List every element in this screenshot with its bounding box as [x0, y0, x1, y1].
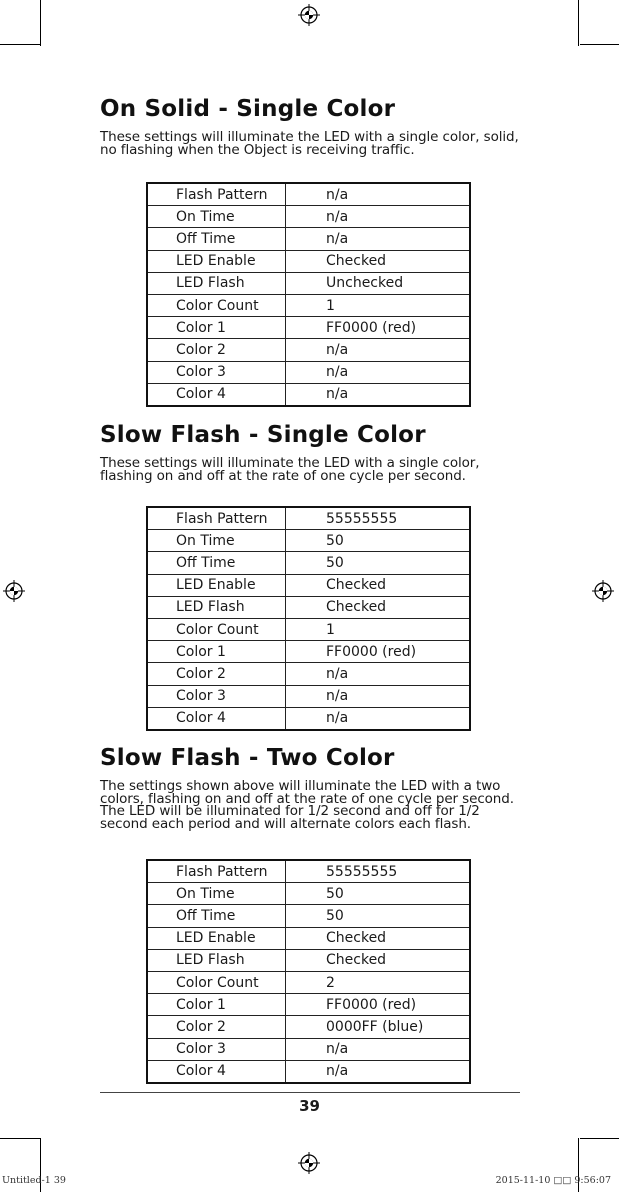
crop-mark	[0, 1138, 40, 1139]
setting-label: LED Flash	[147, 949, 286, 971]
table-row	[147, 272, 470, 294]
setting-value: n/a	[286, 1060, 471, 1083]
setting-label: Flash Pattern	[147, 183, 286, 206]
table-row	[147, 971, 470, 993]
setting-label: Color Count	[147, 618, 286, 640]
setting-value: 50	[286, 530, 471, 552]
table-row	[147, 183, 470, 206]
setting-label: Color 4	[147, 1060, 286, 1083]
setting-value: n/a	[286, 1038, 471, 1060]
page-number: 39	[299, 1097, 320, 1115]
setting-value: 55555555	[286, 507, 471, 530]
setting-value: Checked	[286, 596, 471, 618]
table-row	[147, 530, 470, 552]
registration-mark-icon	[3, 580, 25, 602]
table-row	[147, 949, 470, 971]
table-row	[147, 507, 470, 530]
table-row	[147, 250, 470, 272]
registration-mark-icon	[592, 580, 614, 602]
setting-label: Color 3	[147, 1038, 286, 1060]
table-row	[147, 927, 470, 949]
setting-label: Color 4	[147, 383, 286, 406]
table-row	[147, 1016, 470, 1038]
section-slow-flash-two	[100, 745, 520, 830]
section-description: These settings will illuminate the LED with a single color, flashing on and off at the rate of one cycle per second.	[100, 455, 480, 484]
table-row	[147, 206, 470, 228]
footer-left: Untitled-1 39	[2, 1175, 66, 1186]
setting-label: On Time	[147, 530, 286, 552]
setting-value: 50	[286, 883, 471, 905]
setting-value: n/a	[286, 339, 471, 361]
section-description: These settings will illuminate the LED with a single color, solid, no flashing when the Object is receiving traffic.	[100, 129, 519, 158]
setting-label: Color 1	[147, 641, 286, 663]
table-row	[147, 1060, 470, 1083]
table-row	[147, 317, 470, 339]
setting-label: Color 1	[147, 994, 286, 1016]
setting-value: 55555555	[286, 860, 471, 883]
crop-mark	[0, 44, 40, 45]
registration-mark-icon	[298, 1152, 320, 1174]
table-row	[147, 383, 470, 406]
table-row	[147, 685, 470, 707]
setting-label: Color Count	[147, 971, 286, 993]
setting-value: n/a	[286, 663, 471, 685]
settings-table	[146, 506, 471, 731]
setting-label: Flash Pattern	[147, 507, 286, 530]
table-row	[147, 618, 470, 640]
table-row	[147, 228, 470, 250]
crop-mark	[578, 0, 579, 46]
table-row	[147, 860, 470, 883]
setting-value: Checked	[286, 250, 471, 272]
setting-value: n/a	[286, 206, 471, 228]
setting-label: LED Flash	[147, 596, 286, 618]
setting-label: Color 2	[147, 663, 286, 685]
registration-mark-icon	[298, 4, 320, 26]
table-row	[147, 552, 470, 574]
setting-label: Color 3	[147, 361, 286, 383]
setting-label: Color 3	[147, 685, 286, 707]
setting-label: Color 4	[147, 707, 286, 730]
table-row	[147, 883, 470, 905]
table-row	[147, 361, 470, 383]
crop-mark	[580, 44, 619, 45]
table-row	[147, 994, 470, 1016]
setting-value: FF0000 (red)	[286, 641, 471, 663]
setting-value: n/a	[286, 707, 471, 730]
table-row	[147, 596, 470, 618]
table-row	[147, 1038, 470, 1060]
setting-value: 50	[286, 552, 471, 574]
setting-value: FF0000 (red)	[286, 317, 471, 339]
footer-right: 2015-11-10 □□ 9:56:07	[495, 1175, 611, 1186]
setting-value: 1	[286, 294, 471, 316]
setting-value: n/a	[286, 183, 471, 206]
setting-label: LED Enable	[147, 927, 286, 949]
setting-label: Off Time	[147, 552, 286, 574]
settings-table	[146, 859, 471, 1084]
setting-label: On Time	[147, 206, 286, 228]
setting-label: LED Flash	[147, 272, 286, 294]
section-on-solid	[100, 96, 520, 156]
setting-label: LED Enable	[147, 574, 286, 596]
section-heading: Slow Flash - Two Color	[100, 745, 395, 771]
setting-value: n/a	[286, 361, 471, 383]
setting-value: 1	[286, 618, 471, 640]
table-row	[147, 663, 470, 685]
table-row	[147, 339, 470, 361]
setting-label: Color 2	[147, 1016, 286, 1038]
setting-value: 0000FF (blue)	[286, 1016, 471, 1038]
page-divider	[100, 1092, 520, 1093]
setting-label: On Time	[147, 883, 286, 905]
setting-label: Off Time	[147, 228, 286, 250]
setting-label: LED Enable	[147, 250, 286, 272]
setting-label: Flash Pattern	[147, 860, 286, 883]
setting-label: Color 1	[147, 317, 286, 339]
setting-value: n/a	[286, 228, 471, 250]
table-row	[147, 641, 470, 663]
section-description: The settings shown above will illuminate the LED with a two colors, flashing on and off at the rate of one cycle per second. The LED will be illuminated for 1/2 second and off for 1/2 second each period and will alternate colors each flash.	[100, 778, 514, 832]
settings-table	[146, 182, 471, 407]
setting-value: n/a	[286, 685, 471, 707]
table-row	[147, 294, 470, 316]
setting-label: Color 2	[147, 339, 286, 361]
setting-label: Color Count	[147, 294, 286, 316]
setting-value: Checked	[286, 949, 471, 971]
setting-value: Checked	[286, 927, 471, 949]
section-heading: On Solid - Single Color	[100, 96, 396, 122]
setting-value: Unchecked	[286, 272, 471, 294]
table-row	[147, 574, 470, 596]
setting-value: 2	[286, 971, 471, 993]
setting-value: n/a	[286, 383, 471, 406]
setting-value: FF0000 (red)	[286, 994, 471, 1016]
section-heading: Slow Flash - Single Color	[100, 422, 426, 448]
section-slow-flash-single	[100, 422, 520, 482]
table-row	[147, 905, 470, 927]
setting-label: Off Time	[147, 905, 286, 927]
setting-value: Checked	[286, 574, 471, 596]
crop-mark	[580, 1138, 619, 1139]
setting-value: 50	[286, 905, 471, 927]
table-row	[147, 707, 470, 730]
crop-mark	[40, 0, 41, 46]
